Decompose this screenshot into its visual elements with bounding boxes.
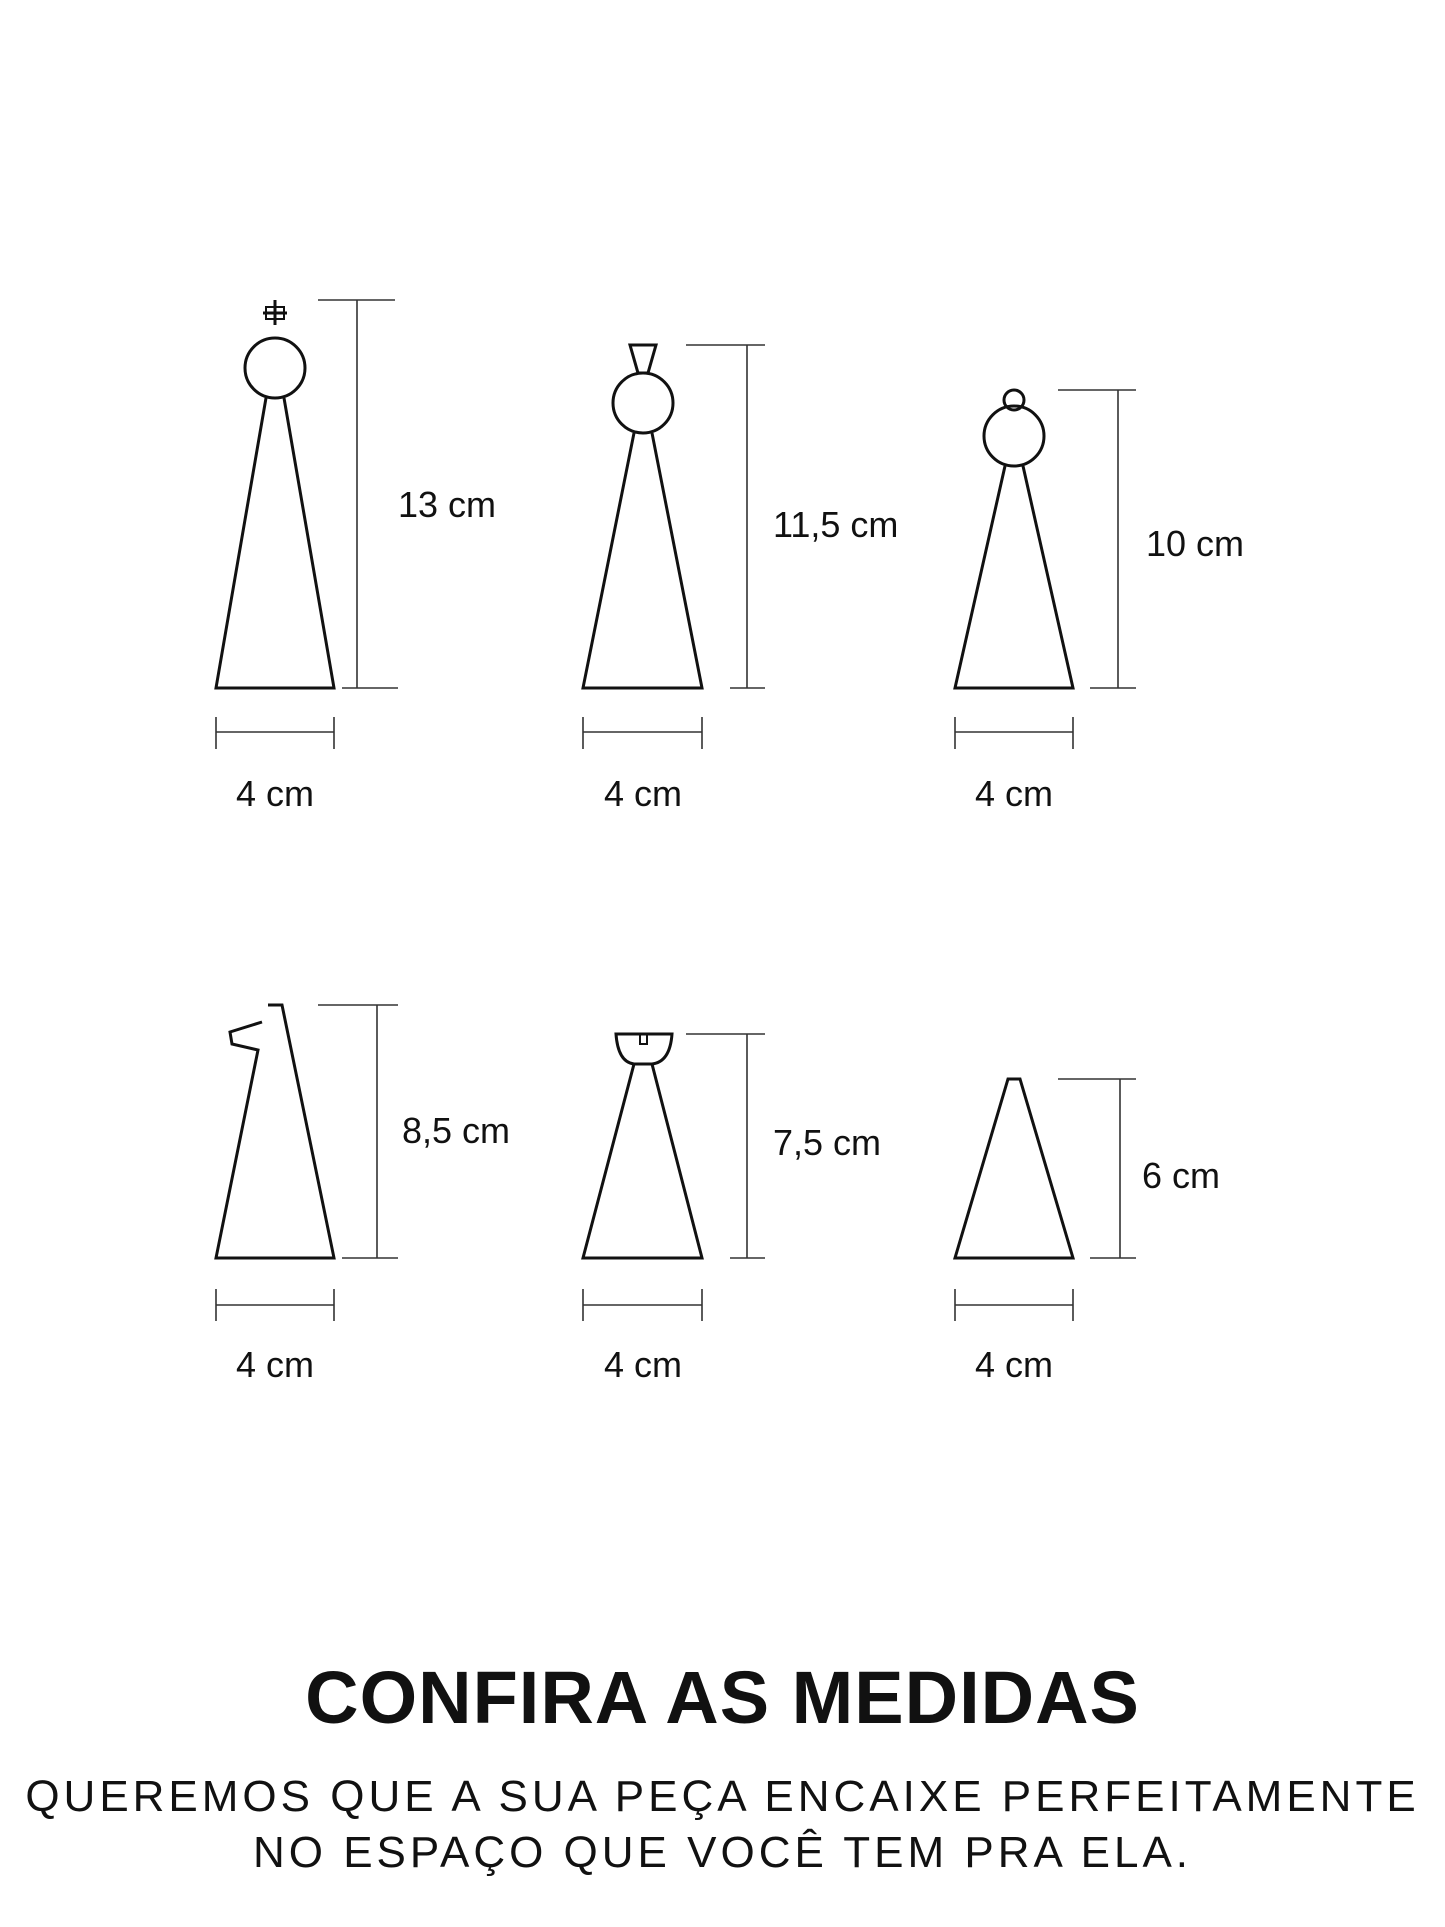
rook-height-dimension [686,1034,765,1258]
rook-width-label: 4 cm [603,1344,683,1385]
queen-height-label: 11,5 cm [773,504,899,545]
king-width-label: 4 cm [235,773,315,814]
rook-height-label: 7,5 cm [773,1122,882,1163]
knight-width-dimension [216,1289,334,1321]
king-height-label: 13 cm [398,484,497,525]
queen-piece [583,345,898,814]
knight-outline [216,1005,334,1258]
bishop-outline [955,390,1073,688]
queen-height-dimension [686,345,765,688]
page-title: CONFIRA AS MEDIDAS [305,1656,1140,1739]
bishop-width-dimension [955,717,1073,749]
queen-width-label: 4 cm [603,773,683,814]
king-piece [216,300,496,814]
pawn-width-dimension [955,1289,1073,1321]
rook-piece [583,1034,881,1385]
king-outline [216,300,334,688]
king-height-dimension [318,300,398,688]
pawn-height-dimension [1058,1079,1136,1258]
rook-width-dimension [583,1289,702,1321]
knight-height-label: 8,5 cm [402,1110,511,1151]
subtitle-line-1: QUEREMOS QUE A SUA PEÇA ENCAIXE PERFEITAMENTE [25,1772,1420,1821]
pawn-height-label: 6 cm [1142,1155,1221,1196]
king-width-dimension [216,717,334,749]
queen-width-dimension [583,717,702,749]
bishop-height-label: 10 cm [1146,523,1245,564]
queen-outline [583,345,702,688]
pawn-width-label: 4 cm [974,1344,1054,1385]
bishop-width-label: 4 cm [974,773,1054,814]
rook-outline [583,1034,702,1258]
knight-height-dimension [318,1005,398,1258]
pawn-piece [955,1079,1220,1385]
subtitle-line-2: NO ESPAÇO QUE VOCÊ TEM PRA ELA. [252,1828,1193,1877]
bishop-height-dimension [1058,390,1136,688]
bishop-piece [955,390,1244,814]
pawn-outline [955,1079,1073,1258]
knight-piece [216,1005,510,1385]
knight-width-label: 4 cm [235,1344,315,1385]
